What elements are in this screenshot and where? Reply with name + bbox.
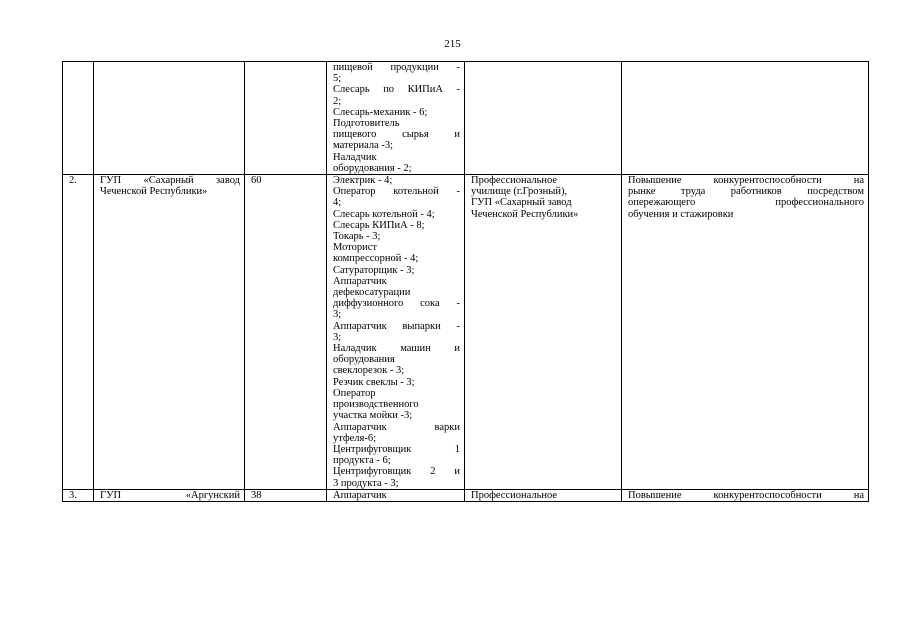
text-line: Центрифуговщик 1 bbox=[333, 443, 460, 455]
text-line: пищевого сырья и bbox=[333, 129, 460, 141]
text-line: Профессиональное bbox=[471, 489, 558, 501]
text-line: свеклорезок - 3; bbox=[333, 365, 405, 377]
text-line: Слесарь-механик - 6; bbox=[333, 106, 428, 118]
organization-cell bbox=[94, 62, 245, 175]
text-line: Чеченской Республики» bbox=[471, 208, 579, 220]
text-line: оборудования - 2; bbox=[333, 162, 412, 174]
row-number-cell bbox=[63, 62, 94, 175]
text-line: Резчик свеклы - 3; bbox=[333, 376, 415, 388]
text-line: Повышение конкурентоспособности на bbox=[628, 175, 864, 187]
text-line: Моторист bbox=[333, 242, 378, 254]
trainee-count-cell: 60 bbox=[245, 175, 327, 490]
text-line: Токарь - 3; bbox=[333, 231, 381, 243]
row-number-cell: 2. bbox=[63, 175, 94, 490]
table-row bbox=[63, 489, 869, 501]
professions-cell bbox=[327, 62, 465, 175]
document-table bbox=[62, 61, 869, 502]
text-line: ГУП «Сахарный завод bbox=[471, 197, 572, 209]
text-line: 2; bbox=[333, 95, 342, 107]
text-line: производственного bbox=[333, 399, 419, 411]
text-line: 5; bbox=[333, 73, 342, 85]
institution-cell bbox=[465, 175, 622, 490]
text-line: Оператор bbox=[333, 387, 376, 399]
text-line: Наладчик машин и bbox=[333, 343, 460, 355]
text-line: Оператор котельной - bbox=[333, 186, 460, 198]
text-line: утфеля-6; bbox=[333, 432, 377, 444]
text-line: пищевой продукции - bbox=[333, 62, 460, 73]
page-number: 215 bbox=[444, 38, 461, 50]
text-line: Повышение конкурентоспособности на bbox=[628, 489, 864, 501]
text-line: продукта - 6; bbox=[333, 455, 391, 467]
organization-cell bbox=[94, 175, 245, 490]
goal-cell bbox=[622, 175, 869, 490]
institution-cell bbox=[465, 62, 622, 175]
text-line: диффузионного сока - bbox=[333, 298, 460, 310]
text-line: Сатураторщик - 3; bbox=[333, 264, 415, 276]
text-line: дефекосатурации bbox=[333, 287, 411, 299]
text-line: Аппаратчик bbox=[333, 275, 387, 287]
text-line: ГУП «Сахарный завод bbox=[100, 175, 240, 187]
text-line: 3; bbox=[333, 331, 342, 343]
text-line: ГУП «Аргунский bbox=[100, 489, 240, 501]
text-line: участка мойки -3; bbox=[333, 410, 413, 422]
text-line: Чеченской Республики» bbox=[100, 186, 208, 198]
text-line: рынке труда работников посредством bbox=[628, 186, 864, 198]
text-line: Аппаратчик bbox=[333, 489, 387, 501]
text-line: Слесарь КИПиА - 8; bbox=[333, 219, 425, 231]
text-line: обучения и стажировки bbox=[628, 208, 734, 220]
text-line: Подготовитель bbox=[333, 118, 400, 130]
text-line: Слесарь по КИПиА - bbox=[333, 84, 460, 96]
text-line: оборудования bbox=[333, 354, 395, 366]
professions-cell bbox=[327, 175, 465, 490]
text-line: 4; bbox=[333, 197, 342, 209]
text-line: Наладчик bbox=[333, 151, 377, 163]
text-line: Электрик - 4; bbox=[333, 175, 393, 187]
text-line: 3; bbox=[333, 309, 342, 321]
text-line: Слесарь котельной - 4; bbox=[333, 208, 435, 220]
organization-cell bbox=[94, 489, 245, 501]
text-line: опережающего профессионального bbox=[628, 197, 864, 209]
text-line: училище (г.Грозный), bbox=[471, 186, 568, 198]
goal-cell bbox=[622, 489, 869, 501]
text-line: Аппаратчик выпарки - bbox=[333, 320, 460, 332]
table-row bbox=[63, 175, 869, 490]
text-line: 3 продукта - 3; bbox=[333, 477, 399, 489]
text-line: Центрифуговщик 2 и bbox=[333, 466, 460, 478]
text-line: компрессорной - 4; bbox=[333, 253, 419, 265]
goal-cell bbox=[622, 62, 869, 175]
table-row bbox=[63, 62, 869, 175]
professions-cell bbox=[327, 489, 465, 501]
trainee-count-cell: 38 bbox=[245, 489, 327, 501]
text-line: Аппаратчик варки bbox=[333, 421, 460, 433]
text-line: материала -3; bbox=[333, 140, 394, 152]
text-line: Профессиональное bbox=[471, 175, 558, 187]
trainee-count-cell bbox=[245, 62, 327, 175]
institution-cell bbox=[465, 489, 622, 501]
row-number-cell: 3. bbox=[63, 489, 94, 501]
